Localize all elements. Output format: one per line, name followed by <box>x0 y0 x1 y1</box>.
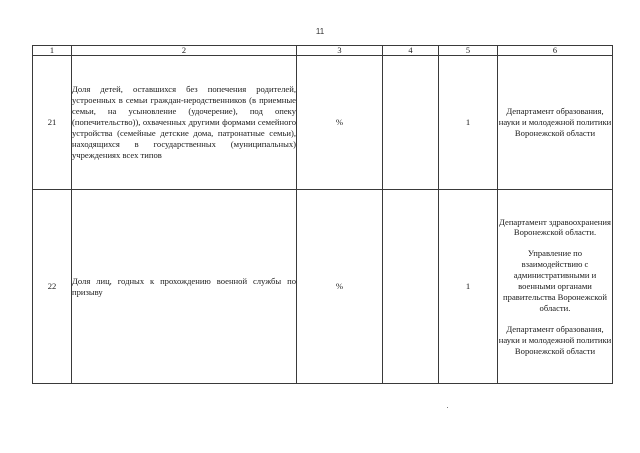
responsible-department-cell <box>498 190 613 384</box>
responsible-department: Управление по взаимодействию с административными и военными органами правительства Воронежской области. <box>503 248 607 313</box>
column-number-1: 1 <box>33 46 72 56</box>
responsible-department: Департамент образования, науки и молодежной политики Воронежской области <box>498 323 612 356</box>
empty-cell <box>383 190 439 384</box>
responsible-department: Департамент образования, науки и молодежной политики Воронежской области <box>498 106 612 138</box>
indicator-text: Доля лиц, годных к прохождению военной службы по призыву <box>72 190 297 384</box>
indicators-table <box>32 45 613 384</box>
responsible-department-cell <box>498 56 613 190</box>
page-number: 11 <box>315 27 325 36</box>
column-number-3: 3 <box>297 46 383 56</box>
column-number-row <box>33 46 613 56</box>
empty-cell <box>383 56 439 190</box>
row-number: 21 <box>33 56 72 190</box>
value-cell: 1 <box>439 56 498 190</box>
column-number-6: 6 <box>498 46 613 56</box>
indicator-text: Доля детей, оставшихся без попечения родителей, устроенных в семьи граждан-нeродственников (в приемные семьи, на усыновление (удочерение), под опеку (попечительство)), охваченных другими формами семейного устройства (семейные детские дома, патронатные семьи), находящихся в государственных (муниципальных) учреждениях всех типов <box>72 56 297 190</box>
table-row <box>33 190 613 384</box>
column-number-2: 2 <box>72 46 297 56</box>
column-number-5: 5 <box>439 46 498 56</box>
row-number: 22 <box>33 190 72 384</box>
unit-cell: % <box>297 56 383 190</box>
column-number-4: 4 <box>383 46 439 56</box>
value-cell: 1 <box>439 190 498 384</box>
table-row <box>33 56 613 190</box>
responsible-department: Департамент здравоохранения Воронежской области. <box>499 216 611 238</box>
unit-cell: % <box>297 190 383 384</box>
scan-speck <box>447 407 448 408</box>
